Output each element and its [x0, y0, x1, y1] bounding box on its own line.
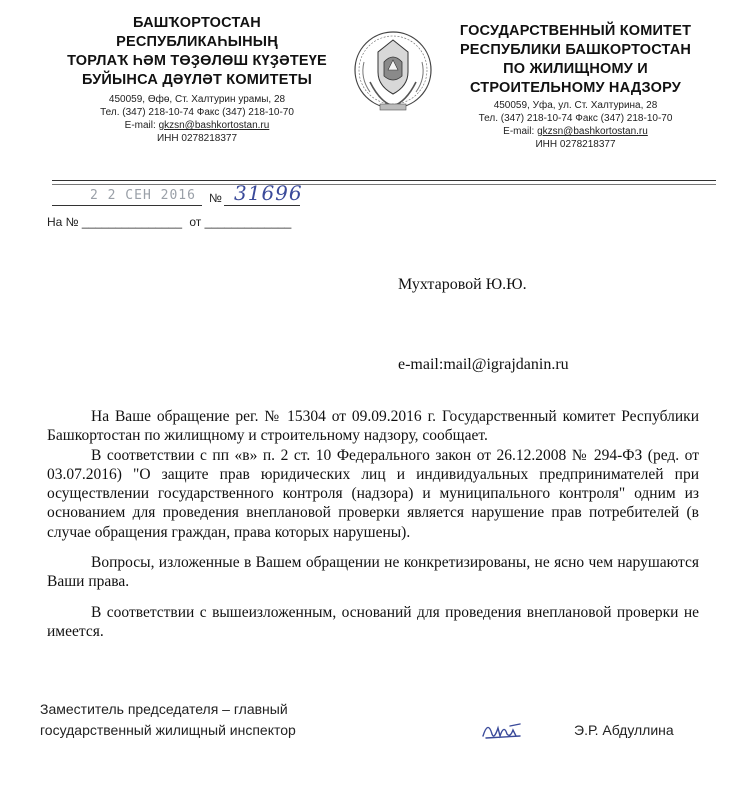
header-left-title-line: ТОРЛАҠ ҺӘМ ТӨҘӨЛӨШ КҮҘӘТЕҮЕ [67, 53, 327, 69]
header-right-title [438, 22, 713, 98]
coat-of-arms-emblem-icon [350, 22, 436, 118]
outgoing-number-label: № [209, 191, 222, 205]
header-left-email[interactable]: gkzsn@bashkortostan.ru [158, 120, 270, 131]
reference-number-blank: _______________ [81, 215, 182, 229]
header-right-phones: Тел. (347) 218-10-74 Факс (347) 218-10-70 [478, 113, 673, 124]
handwritten-signature-icon [480, 714, 526, 744]
recipient-email: e-mail:mail@igrajdanin.ru [398, 356, 569, 373]
header-right-contacts [438, 99, 713, 151]
header-left-email-label: E-mail: [124, 120, 159, 131]
header-left-email-line [52, 119, 342, 132]
header-divider [52, 180, 716, 181]
outgoing-number: 31696 [234, 181, 303, 205]
header-left-address: 450059, Өфө, Ст. Халтурин урамы, 28 [108, 94, 286, 105]
outgoing-number-field [224, 181, 303, 206]
header-left-phones: Тел. (347) 218-10-74 Факс (347) 218-10-70 [100, 107, 294, 118]
header-right-address: 450059, Уфа, ул. Ст. Халтурина, 28 [493, 100, 658, 111]
header-right [438, 22, 713, 151]
reference-date-label: от [189, 215, 202, 229]
body-paragraph: На Ваше обращение рег. № 15304 от 09.09.2016 г. Государственный комитет Республики Башкортостан по жилищному и строительному надзору, сообщает. [47, 408, 699, 445]
header-right-inn: ИНН 0278218377 [535, 139, 616, 150]
header-left-title-line: БУЙЫНСА ДӘҮЛӘТ КОМИТЕТЫ [81, 72, 313, 88]
header-left-contacts [52, 93, 342, 145]
body-paragraph: В соответствии с вышеизложенным, оснований для проведения внеплановой проверки не имеется. [47, 603, 699, 640]
outgoing-date-field [52, 188, 202, 206]
header-left-title-line: БАШҠОРТОСТАН РЕСПУБЛИКАҺЫНЫҢ [116, 15, 278, 50]
header-right-title-line: РЕСПУБЛИКИ БАШКОРТОСТАН [459, 42, 692, 58]
header-left-title [52, 14, 342, 90]
recipient-name: Мухтаровой Ю.Ю. [398, 276, 527, 293]
header-right-title-line: СТРОИТЕЛЬНОМУ НАДЗОРУ [469, 80, 681, 96]
signer-position [40, 699, 296, 741]
header-right-email[interactable]: gkzsn@bashkortostan.ru [537, 126, 648, 137]
letter-body [47, 407, 699, 641]
signer-name: Э.Р. Абдуллина [574, 722, 674, 738]
header-right-title-line: ПО ЖИЛИЩНОМУ И [503, 61, 648, 77]
body-paragraph: Вопросы, изложенные в Вашем обращении не конкретизированы, не ясно чем нарушаются Ваши права. [47, 554, 699, 591]
header-right-email-label: E-mail: [503, 126, 538, 137]
signer-position-line: Заместитель председателя – главный [40, 701, 288, 717]
signer-position-line: государственный жилищный инспектор [40, 722, 296, 738]
header-left-inn: ИНН 0278218377 [156, 133, 238, 144]
header-left [52, 14, 342, 145]
body-paragraph: В соответствии с пп «в» п. 2 ст. 10 Федерального закон от 26.12.2008 № 294-ФЗ (ред. от 03.07.2016) "О защите прав юридических лиц и индивидуальных предпринимателей при осуществлении государственного контроля (надзора) и муниципального контроля" одним из основанием для проведения внеплановой проверки является нарушение прав потребителей (в случае обращения граждан, права которых нарушены). [47, 446, 699, 541]
reference-date-blank: _____________ [204, 215, 292, 229]
header-right-email-line [438, 125, 713, 138]
date-stamp: 2 2 СЕН 2016 [90, 188, 196, 203]
header-divider-thin [52, 184, 716, 185]
reference-number-label: На № [47, 215, 79, 229]
header-right-title-line: ГОСУДАРСТВЕННЫЙ КОМИТЕТ [459, 23, 692, 39]
reference-line [47, 215, 291, 229]
